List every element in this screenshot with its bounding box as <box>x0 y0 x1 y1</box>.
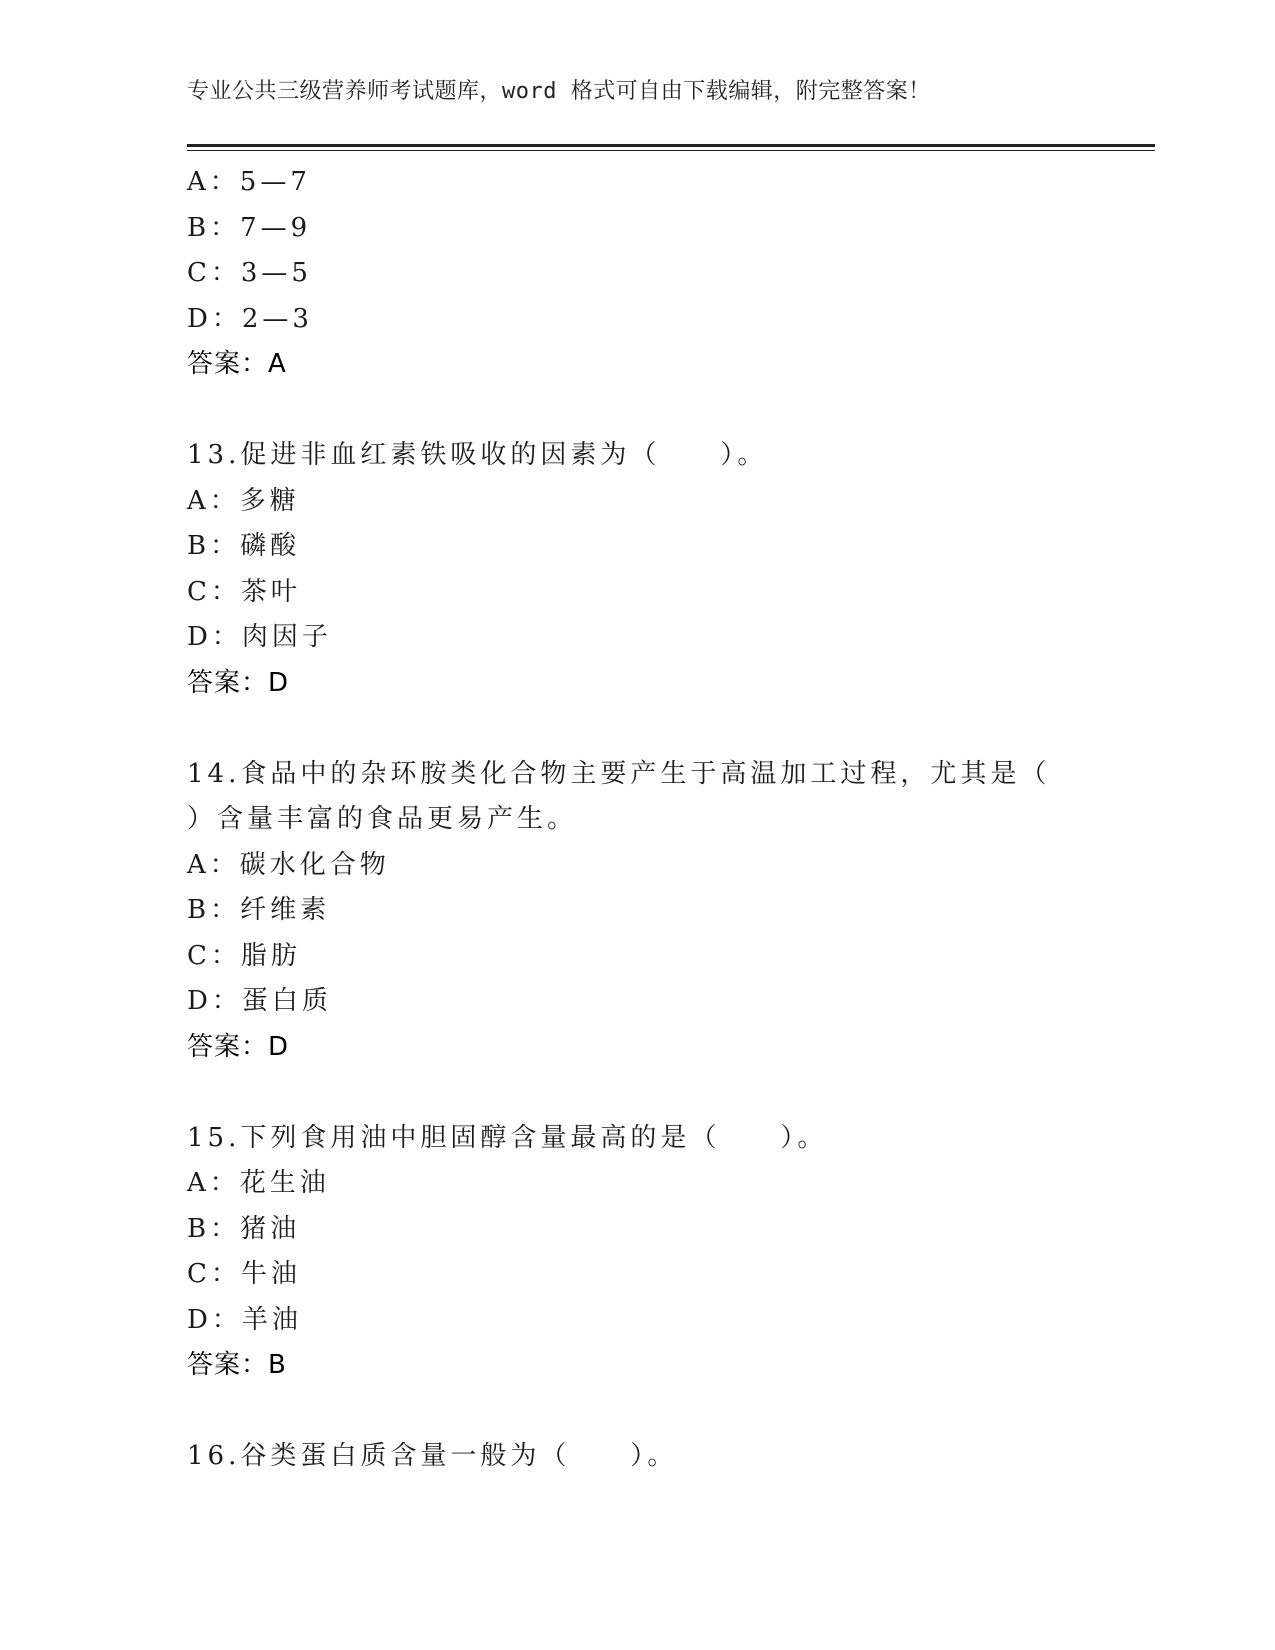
option-c: C：3—5 <box>187 258 312 288</box>
option-c: C：茶叶 <box>187 576 301 607</box>
spacer <box>187 1389 1155 1435</box>
option-a: A：多糖 <box>187 485 300 516</box>
option-d: D：2—3 <box>187 303 313 334</box>
header-rule-thin <box>187 150 1155 151</box>
question-stem: 13.促进非血红素铁吸收的因素为（ ）。 <box>187 440 768 470</box>
option-b: B：猪油 <box>187 1213 301 1244</box>
spacer <box>187 706 1155 752</box>
question-13 <box>187 433 1155 706</box>
answer-line: 答案：D <box>187 1031 290 1062</box>
question-stem: 14.食品中的杂环胺类化合物主要产生于高温加工过程，尤其是（ <box>187 758 1051 789</box>
question-stem-continued: ）含量丰富的食品更易产生。 <box>187 804 578 834</box>
spacer <box>187 388 1155 434</box>
question-16 <box>187 1434 1155 1480</box>
page-header: 专业公共三级营养师考试题库，word 格式可自由下载编辑，附完整答案！ <box>187 79 931 104</box>
option-d: D：羊油 <box>187 1304 302 1335</box>
answer-line: 答案：A <box>187 349 287 379</box>
header-rule-thick <box>187 144 1155 147</box>
option-c: C：牛油 <box>187 1259 301 1289</box>
answer-line: 答案：D <box>187 667 290 698</box>
question-stem: 15.下列食用油中胆固醇含量最高的是（ ）。 <box>187 1122 828 1153</box>
question-15 <box>187 1116 1155 1389</box>
option-a: A：碳水化合物 <box>187 849 390 880</box>
option-a: A：花生油 <box>187 1168 330 1198</box>
option-b: B：磷酸 <box>187 531 301 561</box>
spacer <box>187 1070 1155 1116</box>
option-c: C：脂肪 <box>187 940 301 971</box>
option-a: A：5—7 <box>187 167 311 197</box>
question-content <box>187 160 1155 1480</box>
option-d: D：肉因子 <box>187 622 332 652</box>
option-b: B：纤维素 <box>187 895 331 925</box>
option-b: B：7—9 <box>187 212 312 243</box>
option-d: D：蛋白质 <box>187 986 332 1016</box>
question-14 <box>187 752 1155 1071</box>
answer-line: 答案：B <box>187 1350 287 1380</box>
question-12-tail <box>187 160 1155 388</box>
question-stem: 16.谷类蛋白质含量一般为（ ）。 <box>187 1441 678 1471</box>
